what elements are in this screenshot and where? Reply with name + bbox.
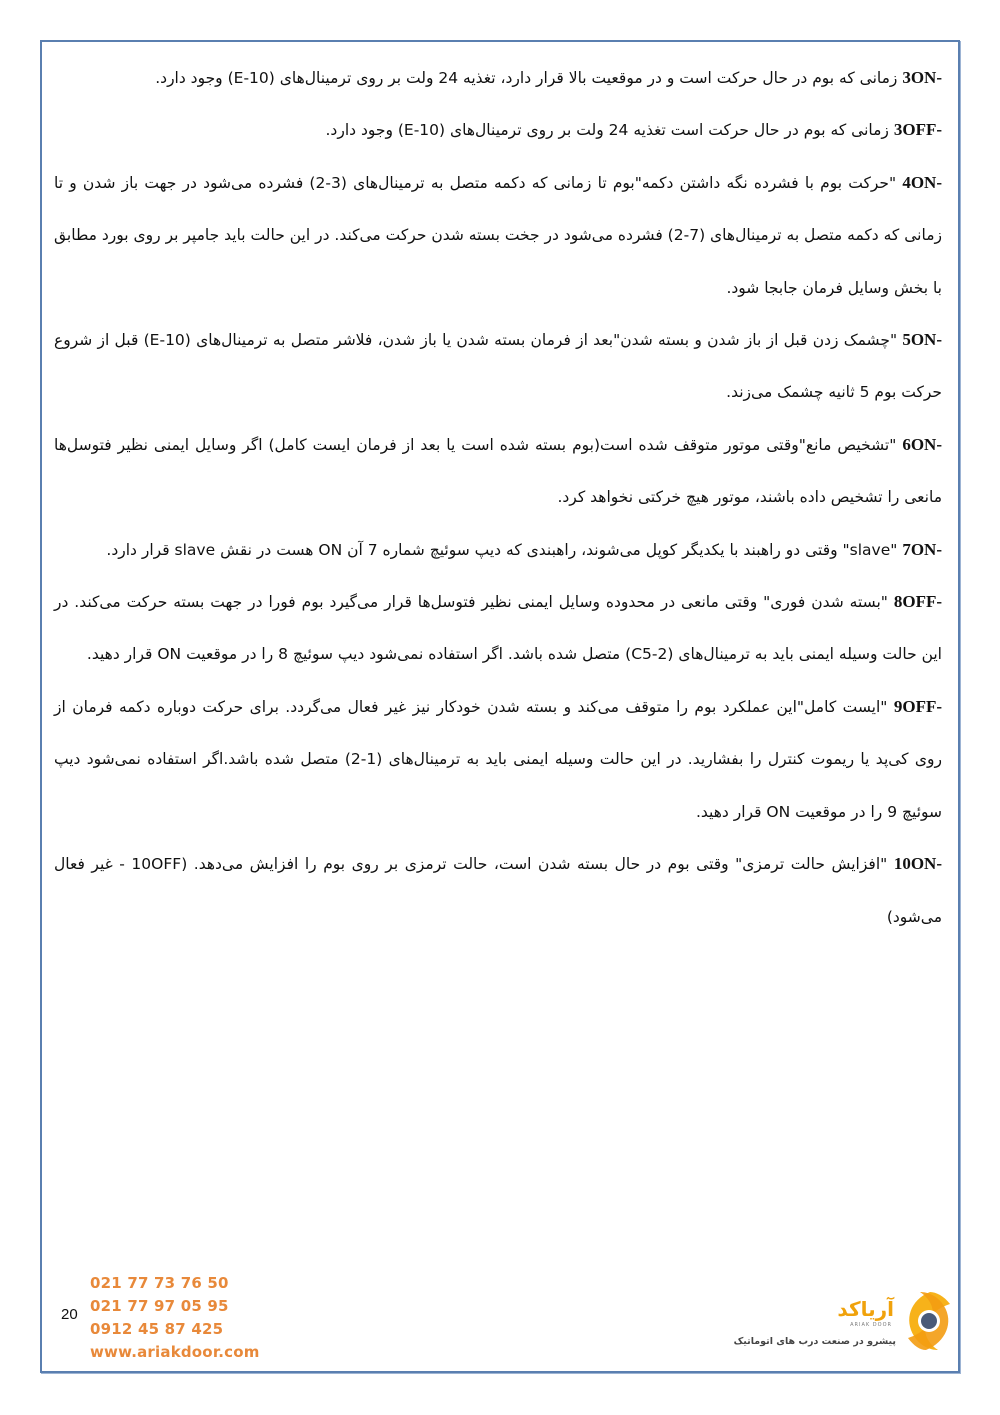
paragraph-dip-8off xyxy=(54,576,942,681)
dip-code: 6ON- xyxy=(902,434,942,454)
dip-code: 4ON- xyxy=(902,172,942,192)
dip-code: 8OFF- xyxy=(893,592,942,612)
paragraph-text: "حرکت بوم با فشرده نگه داشتن دکمه"بوم تا زمانی که دکمه متصل به ترمینال‌های (3-2) فشرده می‌شود در جهت باز شدن و تا زمانی که دکمه متصل به ترمینال‌های (7-2) فشرده می‌شود در جخت بسته شدن حرکت می‌کند. در این حالت باید جامپر بر روی بورد مطابق با بخش وسایل فرمان جابجا شود. xyxy=(54,173,942,297)
dip-code: 5ON- xyxy=(902,330,942,350)
contact-info xyxy=(90,1272,260,1364)
paragraph-dip-5on xyxy=(54,314,942,419)
paragraph-dip-4on xyxy=(54,157,942,314)
logo-wordmark: آریاکد xyxy=(837,1297,894,1321)
logo-tagline: پیشرو در صنعت درب های اتوماتیک xyxy=(733,1336,896,1347)
paragraph-text: "افزایش حالت ترمزی" وقتی بوم در حال بسته شدن است، حالت ترمزی بر روی بوم را افزایش می‌دهد. (10OFF - غیر فعال می‌شود) xyxy=(54,855,942,926)
mobile-number: 0912 45 87 425 xyxy=(90,1320,224,1338)
logo-emblem-icon xyxy=(900,1290,956,1352)
phone-number-1: 021 77 73 76 50 xyxy=(90,1274,229,1292)
paragraph-dip-9off xyxy=(54,681,942,838)
paragraph-dip-7on xyxy=(54,524,942,576)
paragraph-text: زمانی که بوم در حال حرکت است و در موقعیت بالا قرار دارد، تغذیه 24 ولت بر روی ترمینال‌های (10-E) وجود دارد. xyxy=(155,69,903,87)
paragraph-dip-3off xyxy=(54,104,942,156)
paragraph-text: "slave" وقتی دو راهبند با یکدیگر کوپل می‌شوند، راهبندی که دیپ سوئیچ شماره 7 آن ON هست در نقش slave قرار دارد. xyxy=(106,540,903,559)
paragraph-text: "بسته شدن فوری" وقتی مانعی در محدوده وسایل ایمنی نظیر فتوسل‌ها قرار می‌گیرد بوم فورا در جهت بسته حرکت می‌کند. در این حالت وسیله ایمنی باید به ترمینال‌های (2-C5) متصل شده باشد. اگر استفاده نمی‌شود دیپ سوئیچ 8 را در موقعیت ON قرار دهید. xyxy=(54,593,942,664)
phone-number-2: 021 77 97 05 95 xyxy=(90,1297,229,1315)
logo-subtitle: ARIAK DOOR xyxy=(850,1322,892,1328)
paragraph-text: "تشخیص مانع"وقتی موتور متوقف شده است(بوم بسته شده است یا بعد از فرمان ایست کامل) اگر وسایل ایمنی نظیر فتوسل‌ها مانعی را تشخیص داده باشند، موتور هیچ خرکتی نخواهد کرد. xyxy=(54,435,942,507)
paragraph-dip-6on xyxy=(54,419,942,524)
dip-code: 10ON- xyxy=(893,854,942,874)
dip-code: 3ON- xyxy=(902,68,942,87)
paragraph-text: "چشمک زدن قبل از باز شدن و بسته شدن"بعد از فرمان بسته شدن یا باز شدن، فلاشر متصل به ترمینال‌های (10-E) قبل از شروع حرکت بوم 5 ثانیه چشمک می‌زند. xyxy=(54,331,942,402)
dip-code: 7ON- xyxy=(902,539,942,559)
paragraph-text: "ایست کامل"این عملکرد بوم را متوقف می‌کند و بسته شدن خودکار نیز غیر فعال می‌گردد. برای حرکت دوباره دکمه فرمان از روی کی‌پد یا ریموت کنترل را بفشارید. در این حالت وسیله ایمنی باید به ترمینال‌های (1-2) متصل شده باشد.اگر استفاده نمی‌شود دیپ سوئیچ 9 را در موقعیت ON قرار دهید. xyxy=(54,697,942,821)
document-body xyxy=(54,52,942,943)
paragraph-dip-10on xyxy=(54,838,942,943)
page-number: 20 xyxy=(61,1306,78,1323)
dip-code: 9OFF- xyxy=(893,696,942,716)
company-logo xyxy=(726,1290,956,1362)
paragraph-text: زمانی که بوم در حال حرکت است تغذیه 24 ولت بر روی ترمینال‌های (10-E) وجود دارد. xyxy=(325,121,894,140)
website-link[interactable]: www.ariakdoor.com xyxy=(90,1343,260,1361)
paragraph-dip-3on xyxy=(54,52,942,104)
dip-code: 3OFF- xyxy=(893,120,942,140)
